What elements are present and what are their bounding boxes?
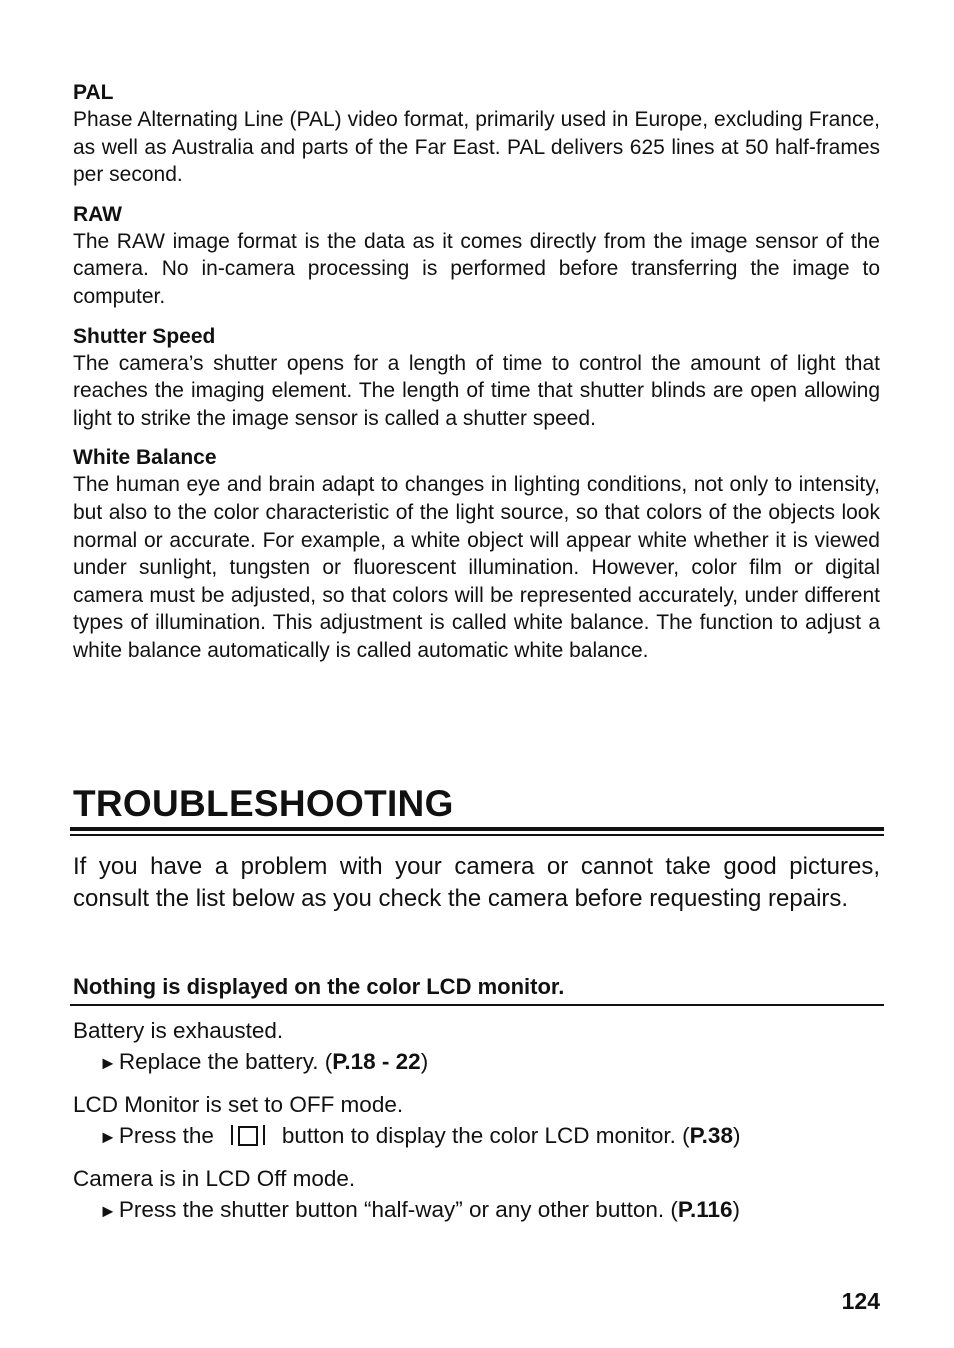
page-reference: P.116 [677,1197,733,1222]
glossary-term: PAL [73,81,114,104]
remedy-text [99,1194,880,1227]
right-triangle-icon: ► [99,1201,117,1221]
remedy-text [99,1120,880,1153]
glossary-entry-shutter-speed [73,324,880,433]
cause-item [73,1015,880,1079]
title-divider [70,827,884,831]
remedy-text-after: ) [420,1049,429,1074]
remedy-text-mid: button to display the color LCD monitor. ( [281,1123,690,1148]
remedy-text-before: Press the shutter button “half-way” or any other button. ( [118,1197,678,1222]
glossary-term: Shutter Speed [73,324,216,348]
cause-item [73,1089,880,1153]
right-triangle-icon: ► [99,1127,117,1147]
cause-item [73,1163,880,1227]
remedy-text [99,1046,880,1079]
page-reference: P.38 [689,1123,733,1148]
cause-text: Camera is in LCD Off mode. [73,1166,356,1191]
glossary-entry-white-balance [73,445,880,664]
remedy-text-before: Press the [118,1123,214,1148]
remedy-text-after: ) [732,1123,741,1148]
page-number: 124 [841,1288,880,1314]
section-intro: If you have a problem with your camera or cannot take good pictures, consult the list below as you check the camera before requesting repairs. [73,853,880,912]
glossary-definition: Phase Alternating Line (PAL) video format, primarily used in Europe, excluding France, as well as Australia and parts of the Far East. PAL delivers 625 lines at 50 half-frames per second. [73,108,880,187]
cause-text: LCD Monitor is set to OFF mode. [73,1092,404,1117]
problem-divider [70,1004,884,1006]
glossary-definition: The human eye and brain adapt to changes in lighting conditions, not only to intensity, but also to the color characteristic of the light source, so that colors of the objects look normal or accurate. For example, a white object will appear white whether it is viewed under sunlight, tungsten or fluorescent illumination. However, color film or digital camera must be adjusted, so that colors will be represented accurately, under different types of illumination. This adjustment is called white balance. The function to adjust a white balance automatically is called automatic white balance. [73,473,880,662]
glossary-definition: The camera’s shutter opens for a length of time to control the amount of light that reaches the imaging element. The length of time that shutter blinds are open allowing light to strike the image sensor is called a shutter speed. [73,351,880,430]
remedy-text-before: Replace the battery. ( [118,1049,333,1074]
right-triangle-icon: ► [99,1053,117,1073]
glossary-section [73,80,880,678]
remedy-text-after: ) [732,1197,741,1222]
title-divider-thin [70,834,884,836]
causes-list [73,1015,880,1237]
page-reference: P.18 - 22 [332,1049,421,1074]
problem-heading: Nothing is displayed on the color LCD monitor. [73,974,565,999]
section-title: TROUBLESHOOTING [73,783,454,824]
lcd-display-button-icon [228,1124,268,1146]
glossary-term: White Balance [73,446,217,470]
cause-text: Battery is exhausted. [73,1018,284,1043]
glossary-entry-pal [73,80,880,189]
glossary-definition: The RAW image format is the data as it comes directly from the image sensor of the camera. No in-camera processing is performed before transferring the image to computer. [73,229,880,308]
glossary-term: RAW [73,202,122,226]
glossary-entry-raw [73,202,880,311]
